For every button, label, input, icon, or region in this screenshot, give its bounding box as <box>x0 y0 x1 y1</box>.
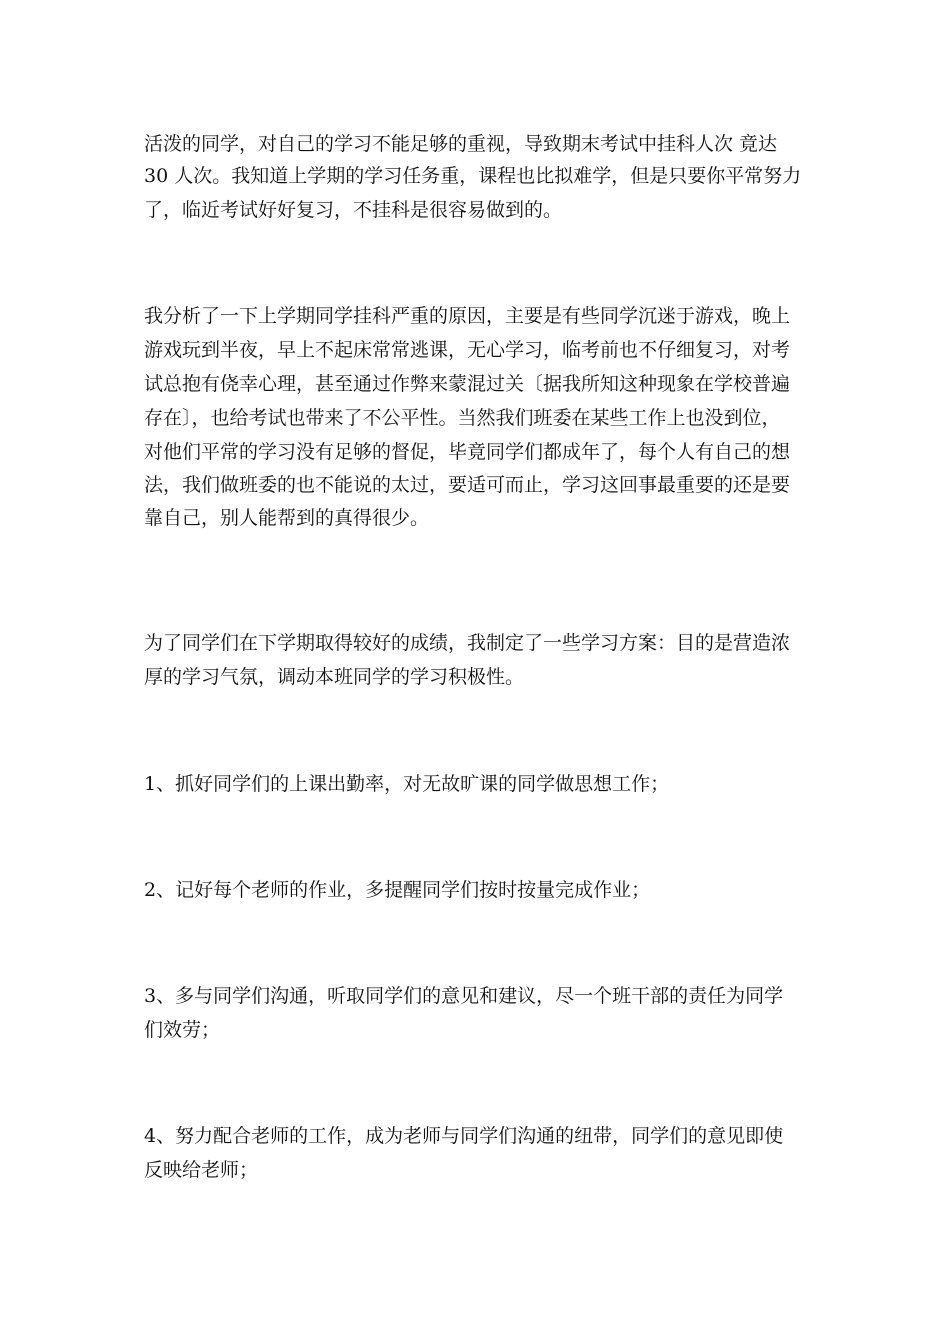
list-item-2-line-1: 2、记好每个老师的作业，多提醒同学们按时按量完成作业； <box>144 879 651 901</box>
paragraph-2-line-5: 对他们平常的学习没有足够的督促，毕竟同学们都成年了，每个人有自己的想 <box>144 441 791 463</box>
list-item-1-line-1: 1、抓好同学们的上课出勤率，对无故旷课的同学做思想工作； <box>144 773 670 795</box>
list-item-3-line-1: 3、多与同学们沟通，听取同学们的意见和建议，尽一个班干部的责任为同学 <box>144 985 784 1007</box>
paragraph-3-line-1: 为了同学们在下学期取得较好的成绩，我制定了一些学习方案：目的是营造浓 <box>144 632 791 654</box>
paragraph-3-line-2: 厚的学习气氛，调动本班同学的学习积极性。 <box>144 666 525 688</box>
paragraph-2-line-1: 我分析了一下上学期同学挂科严重的原因，主要是有些同学沉迷于游戏，晚上 <box>144 305 791 327</box>
list-item-4-line-2: 反映给老师； <box>144 1159 259 1181</box>
list-item-4-line-1: 4、努力配合老师的工作，成为老师与同学们沟通的纽带，同学们的意见即使 <box>144 1125 784 1147</box>
paragraph-2-line-6: 法，我们做班委的也不能说的太过，要适可而止，学习这回事最重要的还是要 <box>144 474 791 496</box>
paragraph-2-line-3: 试总抱有侥幸心理，甚至通过作弊来蒙混过关〔据我所知这种现象在学校普遍 <box>144 373 791 395</box>
paragraph-1-line-2: 30 人次。我知道上学期的学习任务重，课程也比拟难学，但是只要你平常努力 <box>144 165 802 187</box>
paragraph-2-line-7: 靠自己，别人能帮到的真得很少。 <box>144 507 430 529</box>
paragraph-2-line-4: 存在〕，也给考试也带来了不公平性。当然我们班委在某些工作上也没到位， <box>144 407 781 429</box>
paragraph-2-line-2: 游戏玩到半夜，早上不起床常常逃课，无心学习，临考前也不仔细复习，对考 <box>144 339 791 361</box>
paragraph-1-line-1: 活泼的同学，对自己的学习不能足够的重视，导致期末考试中挂科人次 竟达 <box>144 133 778 155</box>
list-item-3-line-2: 们效劳； <box>144 1019 221 1041</box>
paragraph-1-line-3: 了，临近考试好好复习，不挂科是很容易做到的。 <box>144 199 563 221</box>
